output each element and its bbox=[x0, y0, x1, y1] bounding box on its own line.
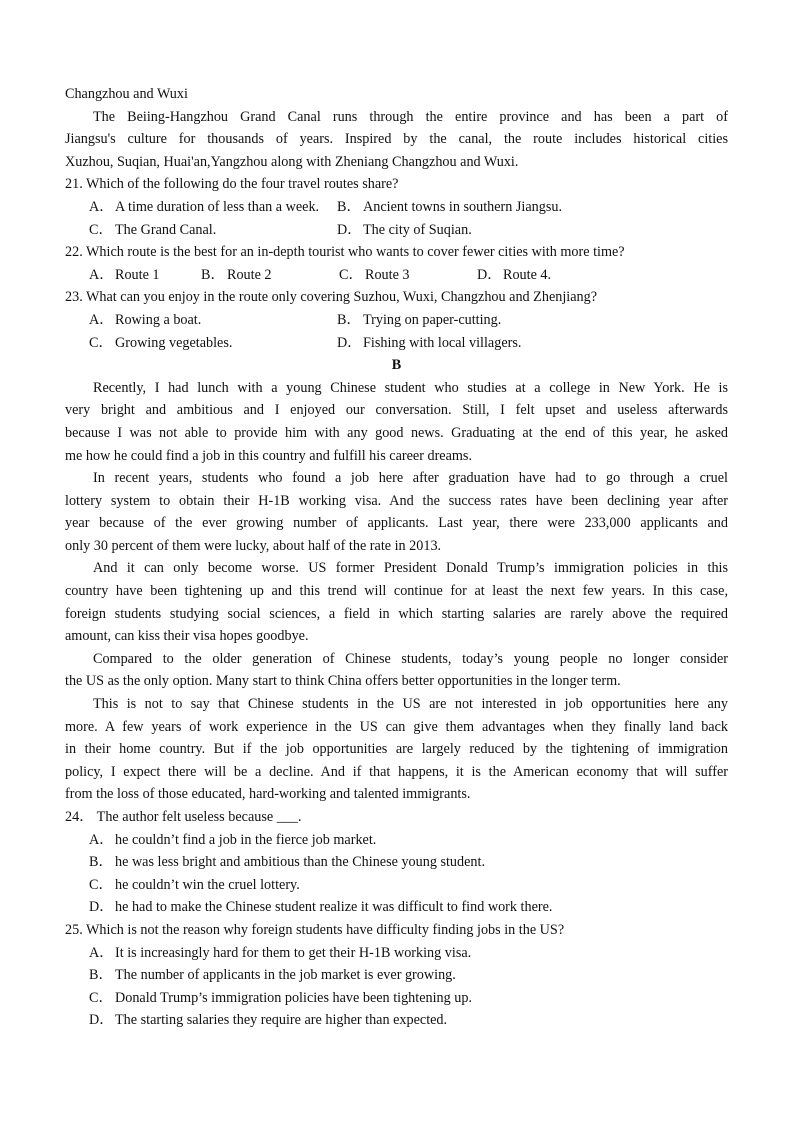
option-letter: B． bbox=[89, 854, 113, 871]
paragraph-line: very bright and ambitious and I enjoyed our conversation. Still, I felt upset and useless afterwards bbox=[65, 402, 728, 419]
question-21-stem: 21. Which of the following do the four travel routes share? bbox=[65, 176, 399, 193]
option-d: Route 4. bbox=[503, 266, 552, 283]
option-a: Rowing a boat. bbox=[115, 311, 202, 328]
question-22-stem: 22. Which route is the best for an in-depth tourist who wants to cover fewer cities with more time? bbox=[65, 244, 625, 261]
option-d: he had to make the Chinese student realize it was difficult to find work there. bbox=[115, 899, 553, 916]
option-letter: C． bbox=[89, 221, 113, 238]
option-letter: B． bbox=[201, 266, 225, 283]
question-25-option-c bbox=[65, 987, 728, 1010]
option-c: The Grand Canal. bbox=[115, 221, 217, 238]
option-letter: B． bbox=[337, 311, 361, 328]
option-a: A time duration of less than a week. bbox=[115, 198, 320, 215]
option-letter: A． bbox=[89, 944, 114, 961]
option-letter: D． bbox=[477, 266, 502, 283]
option-b: Ancient towns in southern Jiangsu. bbox=[363, 198, 562, 215]
paragraph-line: year because of the ever growing number of applicants. Last year, there were 233,000 applicants and bbox=[65, 515, 728, 532]
option-letter: D． bbox=[89, 1012, 114, 1029]
question-23-options-row2 bbox=[65, 332, 728, 355]
option-c: Route 3 bbox=[365, 266, 410, 283]
question-21-options-row2 bbox=[65, 219, 728, 242]
paragraph-line: This is not to say that Chinese students in the US are not interested in job opportunities here any bbox=[93, 696, 728, 713]
paragraph-line: amount, can kiss their visa hopes goodbye. bbox=[65, 628, 309, 645]
paragraph-line: policy, I expect there will be a decline. And if that happens, it is the American economy that will suffer bbox=[65, 763, 728, 780]
option-c: he couldn’t win the cruel lottery. bbox=[115, 876, 300, 893]
paragraph-line: the US as the only option. Many start to think China offers better opportunities in the longer term. bbox=[65, 673, 621, 690]
paragraph-line: Xuzhou, Suqian, Huai'an,Yangzhou along with Zheniang Changzhou and Wuxi. bbox=[65, 153, 519, 170]
question-25-option-b bbox=[65, 964, 728, 987]
paragraph-line: The Beiing-Hangzhou Grand Canal runs through the entire province and has been a part of bbox=[93, 108, 728, 125]
question-23-stem: 23. What can you enjoy in the route only covering Suzhou, Wuxi, Changzhou and Zhenjiang? bbox=[65, 289, 597, 306]
option-c: Growing vegetables. bbox=[115, 334, 233, 351]
paragraph-line: lottery system to obtain their H-1B working visa. And the success rates have been declining year after bbox=[65, 492, 728, 509]
option-letter: B． bbox=[337, 198, 361, 215]
paragraph-line: In recent years, students who found a job here after graduation have had to go through a cruel bbox=[93, 470, 728, 487]
paragraph-line: because I was not able to provide him with any good news. Graduating at the end of this year, he asked bbox=[65, 424, 728, 441]
question-24-option-d bbox=[65, 896, 728, 919]
option-a: It is increasingly hard for them to get their H-1B working visa. bbox=[115, 944, 472, 961]
question-24-option-c bbox=[65, 874, 728, 897]
option-a: he couldn’t find a job in the fierce job market. bbox=[115, 831, 377, 848]
paragraph-line: Compared to the older generation of Chinese students, today’s young people no longer consider bbox=[93, 650, 728, 667]
option-letter: C． bbox=[89, 876, 113, 893]
option-d: The starting salaries they require are higher than expected. bbox=[115, 1012, 448, 1029]
paragraph-line: me how he could find a job in this country and fulfill his career dreams. bbox=[65, 447, 472, 464]
option-b: he was less bright and ambitious than the Chinese young student. bbox=[115, 854, 486, 871]
option-letter: D． bbox=[337, 221, 362, 238]
option-letter: C． bbox=[89, 989, 113, 1006]
question-25-option-d bbox=[65, 1009, 728, 1032]
question-24-option-a bbox=[65, 829, 728, 852]
option-letter: C． bbox=[339, 266, 363, 283]
paragraph-line: foreign students studying social sciences, a field in which starting salaries are rarely above the required bbox=[65, 605, 728, 622]
option-b: The number of applicants in the job market is ever growing. bbox=[115, 967, 456, 984]
option-c: Donald Trump’s immigration policies have been tightening up. bbox=[115, 989, 473, 1006]
paragraph-line: Recently, I had lunch with a young Chinese student who studies at a college in New York. He is bbox=[93, 379, 728, 396]
option-a: Route 1 bbox=[115, 266, 160, 283]
option-letter: B． bbox=[89, 967, 113, 984]
exam-page bbox=[65, 83, 728, 1032]
paragraph-line: from the loss of those educated, hard-working and talented immigrants. bbox=[65, 786, 471, 803]
route-heading: Changzhou and Wuxi bbox=[65, 86, 188, 102]
option-letter: A． bbox=[89, 266, 114, 283]
option-letter: D． bbox=[89, 899, 114, 916]
section-b-heading: B bbox=[391, 357, 402, 374]
paragraph-line: more. A few years of work experience in the US can give them advantages when they finally land back bbox=[65, 718, 728, 735]
paragraph-line: Jiangsu's culture for thousands of years. Inspired by the canal, the route includes historical cities bbox=[65, 131, 728, 148]
question-24-stem: 24． The author felt useless because ___. bbox=[65, 809, 302, 825]
question-25-option-a bbox=[65, 942, 728, 965]
option-letter: D． bbox=[337, 334, 362, 351]
option-letter: A． bbox=[89, 198, 114, 215]
option-b: Route 2 bbox=[227, 266, 272, 283]
option-letter: A． bbox=[89, 831, 114, 848]
option-b: Trying on paper-cutting. bbox=[363, 311, 502, 328]
question-23-options-row1 bbox=[65, 309, 728, 332]
question-24-option-b bbox=[65, 851, 728, 874]
option-letter: A． bbox=[89, 311, 114, 328]
question-25-stem: 25. Which is not the reason why foreign students have difficulty finding jobs in the US? bbox=[65, 921, 565, 938]
paragraph-line: in their home country. But if the job opportunities are largely reduced by the tightening of immigration bbox=[65, 741, 728, 758]
paragraph-line: And it can only become worse. US former President Donald Trump’s immigration policies in this bbox=[93, 560, 728, 577]
paragraph-line: only 30 percent of them were lucky, about half of the rate in 2013. bbox=[65, 537, 442, 554]
option-letter: C． bbox=[89, 334, 113, 351]
option-d: The city of Suqian. bbox=[363, 221, 472, 238]
paragraph-line: country have been tightening up and this trend will continue for at least the next few years. In this case, bbox=[65, 583, 728, 600]
option-d: Fishing with local villagers. bbox=[363, 334, 522, 351]
question-21-options-row1 bbox=[65, 196, 728, 219]
question-22-options bbox=[65, 264, 728, 287]
